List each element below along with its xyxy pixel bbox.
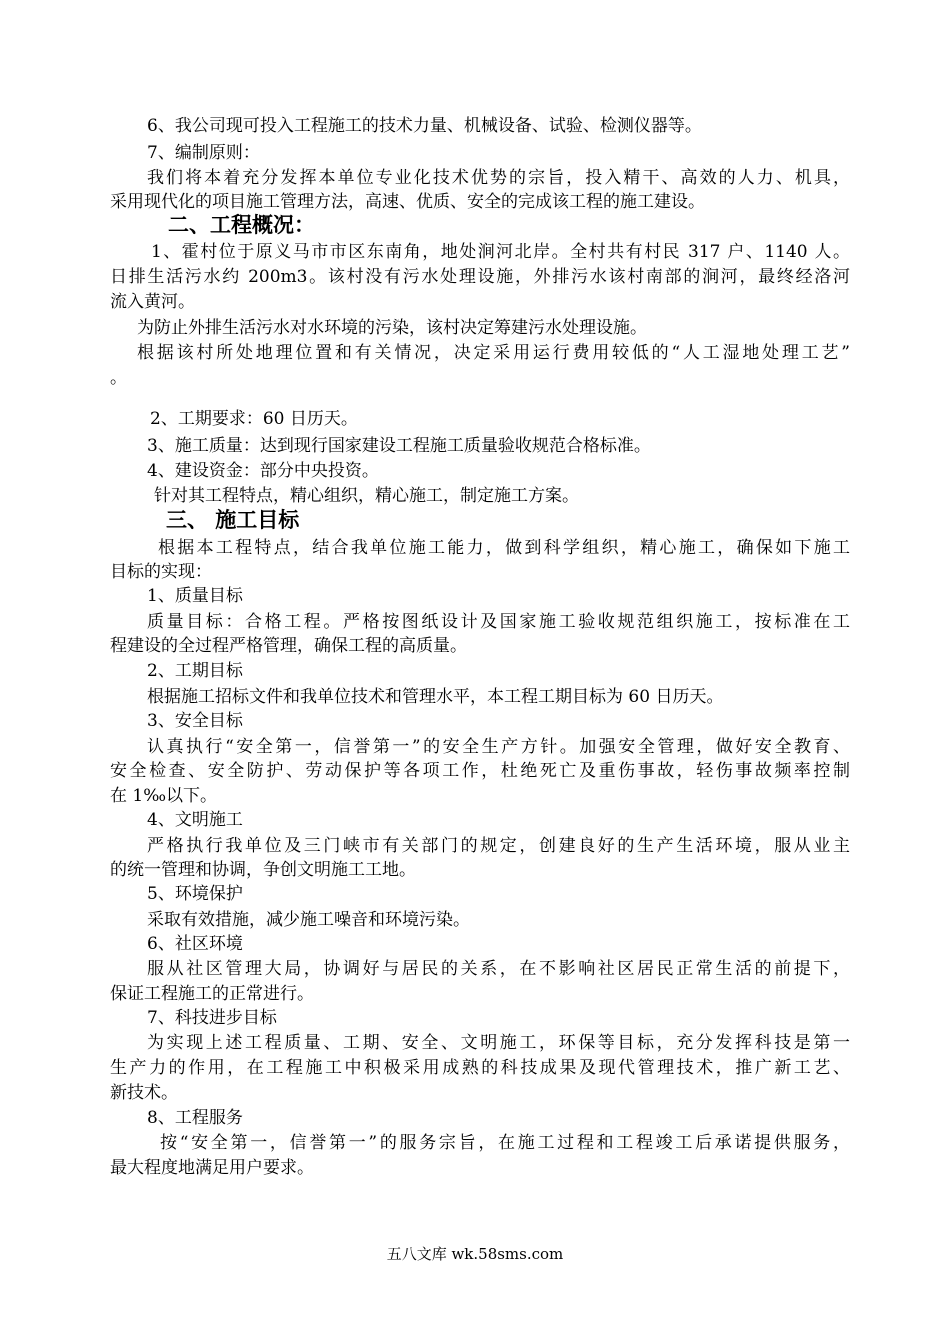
goal-2-title: 2、工期目标 — [147, 661, 243, 681]
goal-1-title: 1、质量目标 — [147, 586, 243, 606]
overview-p3-line-1: 根据该村所处地理位置和有关情况，决定采用运行费用较低的“人工湿地处理工艺” — [137, 343, 850, 363]
goal-2-line-1: 根据施工招标文件和我单位技术和管理水平，本工程工期目标为 60 日历天。 — [147, 687, 724, 707]
goal-6-line-1: 服从社区管理大局，协调好与居民的关系，在不影响社区居民正常生活的前提下， — [147, 959, 850, 979]
goal-7-line-3: 新技术。 — [110, 1083, 178, 1103]
footer-source-text: 五八文库 wk.58sms.com — [386, 1245, 564, 1263]
goal-7-line-1: 为实现上述工程质量、工期、安全、文明施工，环保等目标，充分发挥科技是第一 — [147, 1033, 850, 1053]
principle-para-line-1: 我们将本着充分发挥本单位专业化技术优势的宗旨，投入精干、高效的人力、机具， — [147, 168, 850, 188]
goal-5-title: 5、环境保护 — [147, 884, 243, 904]
goals-intro-line-1: 根据本工程特点，结合我单位施工能力，做到科学组织，精心施工，确保如下施工 — [158, 538, 850, 558]
overview-closing: 针对其工程特点，精心组织，精心施工，制定施工方案。 — [154, 486, 579, 506]
goal-7-line-2: 生产力的作用，在工程施工中积极采用成熟的科技成果及现代管理技术，推广新工艺、 — [110, 1058, 850, 1078]
goal-4-line-2: 的统一管理和协调，争创文明施工工地。 — [110, 860, 416, 880]
goal-8-line-1: 按“安全第一，信誉第一”的服务宗旨，在施工过程和工程竣工后承诺提供服务， — [160, 1133, 850, 1153]
goal-7-title: 7、科技进步目标 — [147, 1008, 277, 1028]
principle-para-line-2: 采用现代化的项目施工管理方法，高速、优质、安全的完成该工程的施工建设。 — [110, 192, 705, 212]
goal-4-title: 4、文明施工 — [147, 810, 243, 830]
item-2-duration: 2、工期要求：60 日历天。 — [150, 409, 358, 429]
overview-p3-line-2: 。 — [110, 368, 127, 388]
goals-intro-line-2: 目标的实现： — [110, 562, 212, 582]
goal-8-title: 8、工程服务 — [147, 1108, 243, 1128]
overview-p1-line-3: 流入黄河。 — [110, 292, 195, 312]
heading-overview: 二、工程概况： — [168, 213, 315, 237]
goal-3-line-3: 在 1‰以下。 — [110, 786, 218, 806]
goal-6-title: 6、社区环境 — [147, 934, 243, 954]
goal-5-line-1: 采取有效措施，减少施工噪音和环境污染。 — [147, 910, 470, 930]
heading-goals: 三、 施工目标 — [166, 508, 300, 532]
item-4-funding: 4、建设资金：部分中央投资。 — [147, 461, 379, 481]
goal-1-line-1: 质量目标：合格工程。严格按图纸设计及国家施工验收规范组织施工，按标准在工 — [147, 612, 850, 632]
goal-4-line-1: 严格执行我单位及三门峡市有关部门的规定，创建良好的生产生活环境，服从业主 — [147, 836, 850, 856]
goal-1-line-2: 程建设的全过程严格管理，确保工程的高质量。 — [110, 636, 467, 656]
goal-3-line-2: 安全检查、安全防护、劳动保护等各项工作，杜绝死亡及重伤事故，轻伤事故频率控制 — [110, 761, 850, 781]
overview-p2: 为防止外排生活污水对水环境的污染，该村决定筹建污水处理设施。 — [137, 318, 647, 338]
overview-p1-line-2: 日排生活污水约 200m3。该村没有污水处理设施，外排污水该村南部的涧河，最终经洛河 — [110, 267, 850, 287]
goal-6-line-2: 保证工程施工的正常进行。 — [110, 984, 314, 1004]
item-3-quality: 3、施工质量：达到现行国家建设工程施工质量验收规范合格标准。 — [147, 436, 651, 456]
goal-3-title: 3、安全目标 — [147, 711, 243, 731]
overview-p1-line-1: 1、霍村位于原义马市市区东南角，地处涧河北岸。全村共有村民 317 户、1140 人。 — [151, 242, 850, 262]
item-7: 7、编制原则： — [147, 143, 260, 163]
goal-3-line-1: 认真执行“安全第一，信誉第一”的安全生产方针。加强安全管理，做好安全教育、 — [147, 737, 850, 757]
item-6: 6、我公司现可投入工程施工的技术力量、机械设备、试验、检测仪器等。 — [147, 116, 702, 136]
goal-8-line-2: 最大程度地满足用户要求。 — [110, 1158, 314, 1178]
